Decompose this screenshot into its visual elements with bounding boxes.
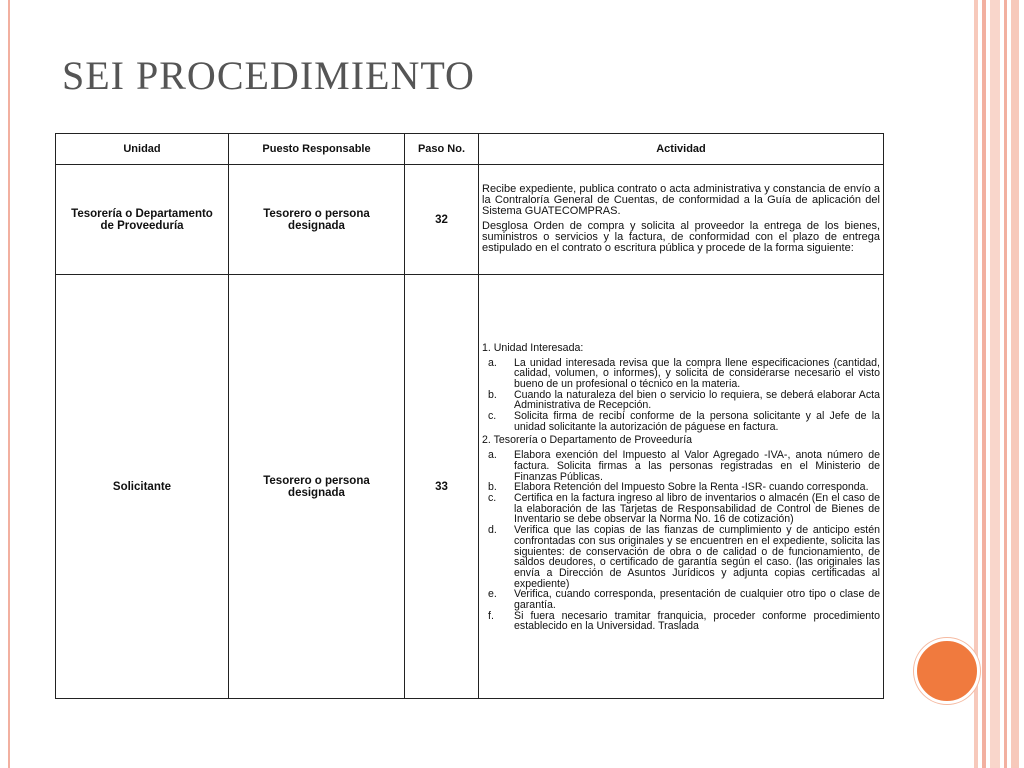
cell-actividad: [479, 275, 884, 699]
section-heading: 2. Tesorería o Departamento de Proveeduría: [482, 434, 693, 447]
cell-puesto: Tesorero o persona designada: [229, 165, 405, 275]
list-item: d. Verifica que las copias de las fianzas de cumplimiento y de anticipo estén confrontadas con sus originales y se encuentren en el expediente, solicita las siguientes: de conservación de obra o de calidad o de funcionamiento, de saldos deudores, o certificado de garantía según el caso. (las originales las envía a Dirección de Asuntos Jurídicos y adjunta copias certificadas al expediente): [488, 524, 880, 590]
procedure-table: [55, 130, 884, 699]
slide-title: SEI PROCEDIMIENTO: [62, 53, 475, 98]
table-row: [56, 165, 884, 275]
right-decorative-stripes: [974, 0, 1024, 768]
list-item: c. Certifica en la factura ingreso al libro de inventarios o almacén (En el caso de la elaboración de las Tarjetas de Responsabilidad de Control de Bienes de Inventario se debe observar la Norma No. 16 de cotización): [488, 492, 880, 526]
activity-paragraph: Desglosa Orden de compra y solicita al proveedor la entrega de los bienes, suministros o servicios y la factura, de conformidad con el plazo de entrega estipulado en el contrato o escritura pública y procede de la forma siguiente:: [482, 219, 880, 254]
list-item: a. La unidad interesada revisa que la compra llene especificaciones (cantidad, calidad, volumen, o informes), y solicita de considerarse necesario el visto bueno de un profesional o técnico en la materia.: [488, 356, 880, 390]
header-puesto: Puesto Responsable: [229, 134, 405, 165]
left-decorative-line: [8, 0, 10, 768]
list-item: e. Verifica, cuando corresponda, presentación de cualquier otro tipo o clase de garantía.: [488, 588, 880, 612]
list-item: b. Cuando la naturaleza del bien o servicio lo requiera, se deberá elaborar Acta Administrativa de Recepción.: [488, 388, 880, 412]
cell-unidad: Tesorería o Departamento de Proveeduría: [56, 165, 229, 275]
table-row: [56, 275, 884, 699]
header-actividad: Actividad: [479, 134, 884, 165]
cell-paso: 32: [405, 165, 479, 275]
cell-unidad: Solicitante: [56, 275, 229, 699]
list-item: b. Elabora Retención del Impuesto Sobre la Renta -ISR- cuando corresponda.: [488, 481, 869, 494]
list-item: c. Solicita firma de recibí conforme de la persona solicitante y al Jefe de la unidad solicitante la autorización de páguese en factura.: [488, 410, 880, 433]
section-heading: 1. Unidad Interesada:: [482, 341, 584, 354]
list-item: a. Elabora exención del Impuesto al Valor Agregado -IVA-, anota número de factura. Solicita firmas a las personas registradas en el Ministerio de Finanzas Públicas.: [488, 449, 880, 483]
header-unidad: Unidad: [56, 134, 229, 165]
orange-circle-decoration: [914, 638, 980, 704]
table-header-row: [56, 134, 884, 165]
activity-paragraph: Recibe expediente, publica contrato o acta administrativa y constancia de envío a la Contraloría General de Cuentas, de conformidad a la Guía de aplicación del Sistema GUATECOMPRAS.: [482, 182, 880, 217]
list-item: f. Si fuera necesario tramitar franquicia, proceder conforme procedimiento establecido en la Universidad. Traslada: [488, 609, 880, 633]
cell-paso: 33: [405, 275, 479, 699]
cell-puesto: Tesorero o persona designada: [229, 275, 405, 699]
cell-actividad: [479, 165, 884, 275]
header-paso: Paso No.: [405, 134, 479, 165]
